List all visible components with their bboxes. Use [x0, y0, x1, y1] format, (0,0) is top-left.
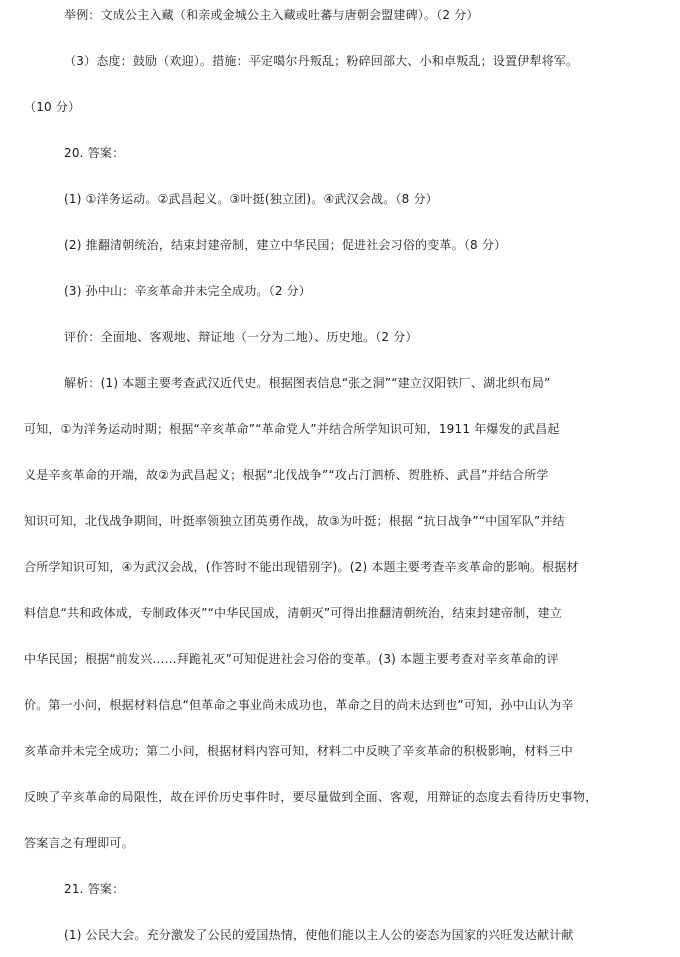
text-line-1: 举例：文成公主入藏（和亲或金城公主入藏或吐蕃与唐朝会盟建碑）。（2 分）: [64, 8, 479, 22]
text-line-18: 反映了辛亥革命的局限性，故在评价历史事件时，要尽量做到全面、客观，用辩证的态度去看待历史事物，: [24, 790, 598, 804]
text-line-16: 价。第一小问，根据材料信息“但革命之事业尚未成功也，革命之目的尚未达到也”可知，孙中山认为辛: [24, 698, 574, 712]
text-line-5: (1) ①洋务运动。②武昌起义。③叶挺(独立团)。④武汉会战。（8 分）: [64, 192, 438, 206]
text-line-2: （3）态度：鼓励（欢迎）。措施：平定噶尔丹叛乱；粉碎回部大、小和卓叛乱；设置伊犁将军。: [64, 54, 579, 68]
text-line-13: 合所学知识可知，④为武汉会战，(作答时不能出现错别字)。(2) 本题主要考查辛亥革命的影响。根据材: [24, 560, 579, 574]
text-line-19: 答案言之有理即可。: [24, 836, 134, 850]
text-line-17: 亥革命并未完全成功；第二小问，根据材料内容可知，材料二中反映了辛亥革命的积极影响，材料三中: [24, 744, 574, 758]
text-line-3: （10 分）: [24, 100, 81, 114]
answer-21-heading: 21. 答案：: [64, 882, 125, 896]
text-line-7: (3) 孙中山：辛亥革命并未完全成功。（2 分）: [64, 284, 312, 298]
text-line-21: (1) 公民大会。充分激发了公民的爱国热情，使他们能以主人公的姿态为国家的兴旺发达献计献: [64, 928, 574, 942]
answer-20-heading: 20. 答案：: [64, 146, 125, 160]
text-line-15: 中华民国；根据“前发兴……拜跪礼灭”可知促进社会习俗的变革。(3) 本题主要考查对辛亥革命的评: [24, 652, 559, 666]
text-line-14: 料信息“共和政体成，专制政体灭”“中华民国成，清朝灭”可得出推翻清朝统治，结束封建帝制，建立: [24, 606, 563, 620]
text-line-8: 评价：全面地、客观地、辩证地（一分为二地）、历史地。（2 分）: [64, 330, 418, 344]
text-line-6: (2) 推翻清朝统治，结束封建帝制，建立中华民国；促进社会习俗的变革。（8 分）: [64, 238, 507, 252]
text-line-9: 解析：(1) 本题主要考查武汉近代史。根据图表信息“张之洞”“建立汉阳铁厂、湖北织布局”: [64, 376, 551, 390]
text-line-12: 知识可知，北伐战争期间，叶挺率领独立团英勇作战，故③为叶挺；根据 “抗日战争”“中国军队”并结: [24, 514, 565, 528]
text-line-10: 可知，①为洋务运动时期；根据“辛亥革命”“革命党人”并结合所学知识可知，1911 年爆发的武昌起: [24, 422, 560, 436]
text-line-11: 义是辛亥革命的开端，故②为武昌起义；根据“北伐战争”“攻占汀泗桥、贺胜桥、武昌”并结合所学: [24, 468, 549, 482]
